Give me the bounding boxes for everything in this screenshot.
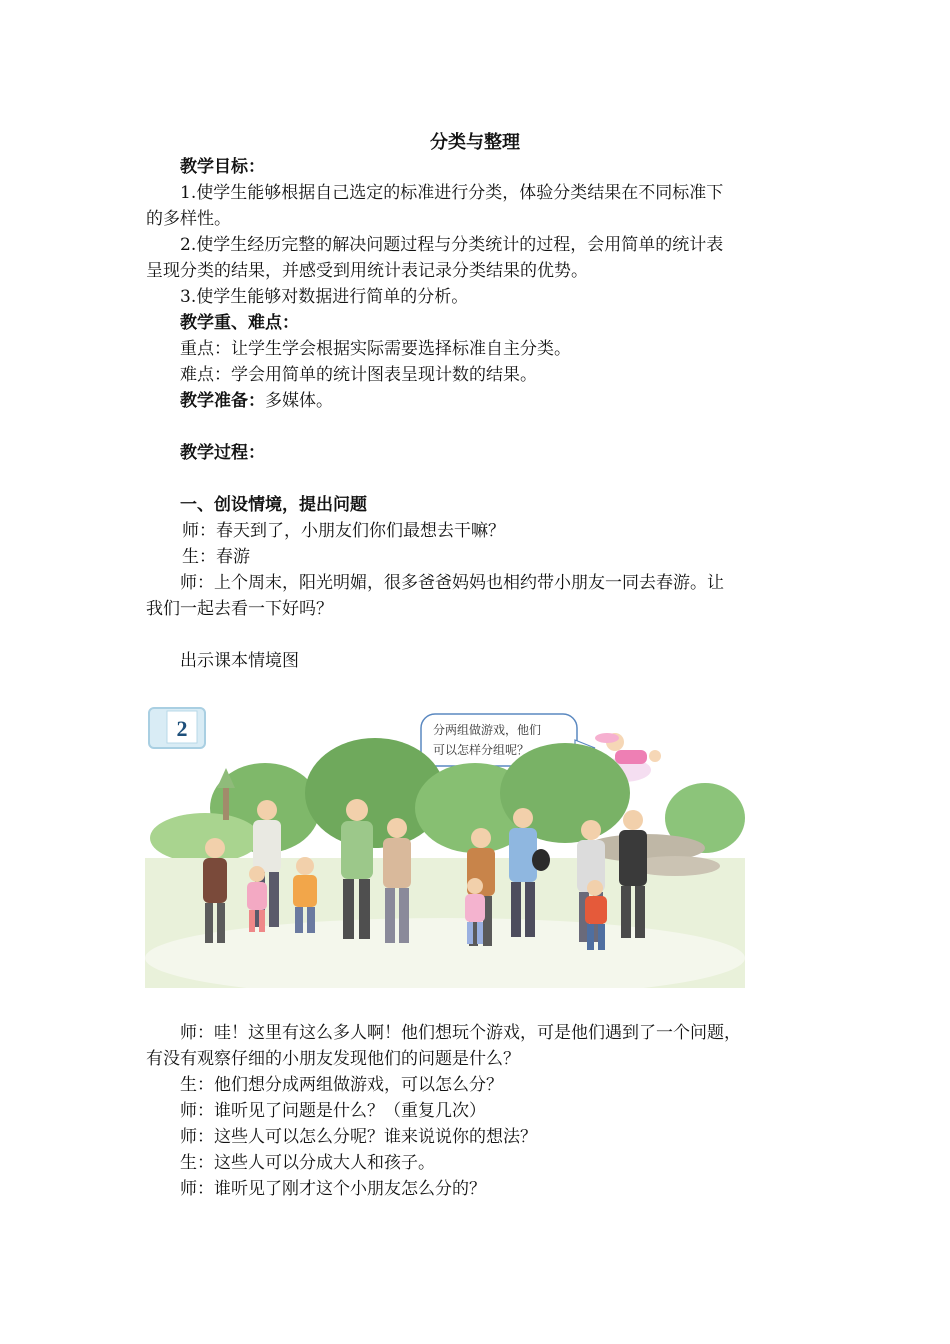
show-image-note: 出示课本情境图 [180,651,299,671]
goal-2-line-2: 呈现分类的结果，并感受到用统计表记录分类结果的优势。 [146,261,588,281]
dialogue-8: 生：这些人可以分成大人和孩子。 [180,1153,435,1173]
dialogue-1: 师：春天到了，小朋友们你们最想去干嘛？ [182,521,505,541]
text-block-bottom [146,1020,816,1202]
goals-heading: 教学目标： [180,157,265,177]
goal-2-line-1: 2.使学生经历完整的解决问题过程与分类统计的过程，会用简单的统计表 [180,235,724,255]
prep-line [146,388,816,414]
dialogue-4-line-2: 有没有观察仔细的小朋友发现他们的问题是什么？ [146,1049,520,1069]
goal-1-line-2: 的多样性。 [146,209,231,229]
key-heading: 教学重、难点： [180,313,299,333]
part-1-heading: 一、创设情境，提出问题 [180,495,367,515]
dialogue-2: 生：春游 [182,547,250,567]
dialogue-7: 师：这些人可以怎么分呢？谁来说说你的想法？ [180,1127,537,1147]
text-block-top [146,154,816,674]
bubble-line-2: 可以怎样分组呢？ [433,743,530,757]
dialogue-3-line-1: 师：上个周末，阳光明媚，很多爸爸妈妈也相约带小朋友一同去春游。让 [180,573,724,593]
goal-3: 3.使学生能够对数据进行简单的分析。 [180,287,469,307]
difficult-point: 难点：学会用简单的统计图表呈现计数的结果。 [180,365,537,385]
dialogue-4-line-1: 师：哇！这里有这么多人啊！他们想玩个游戏，可是他们遇到了一个问题， [180,1023,741,1043]
document-title: 分类与整理 [430,132,520,153]
dialogue-6: 师：谁听见了问题是什么？（重复几次） [180,1101,486,1121]
key-point: 重点：让学生学会根据实际需要选择标准自主分类。 [180,339,571,359]
bubble-line-1: 分两组做游戏，他们 [433,723,542,737]
dialogue-3-line-2: 我们一起去看一下好吗？ [146,599,333,619]
textbook-scene-illustration [145,698,745,988]
number-badge [149,708,205,748]
dialogue-9: 师：谁听见了刚才这个小朋友怎么分的？ [180,1179,486,1199]
process-heading: 教学过程： [180,443,265,463]
dialogue-5: 生：他们想分成两组做游戏，可以怎么分？ [180,1075,503,1095]
prep-label: 教学准备： [180,391,265,411]
number-badge-text: 2 [176,716,188,741]
prep-value: 多媒体。 [265,391,333,411]
goal-1-line-1: 1.使学生能够根据自己选定的标准进行分类，体验分类结果在不同标准下 [180,183,724,203]
